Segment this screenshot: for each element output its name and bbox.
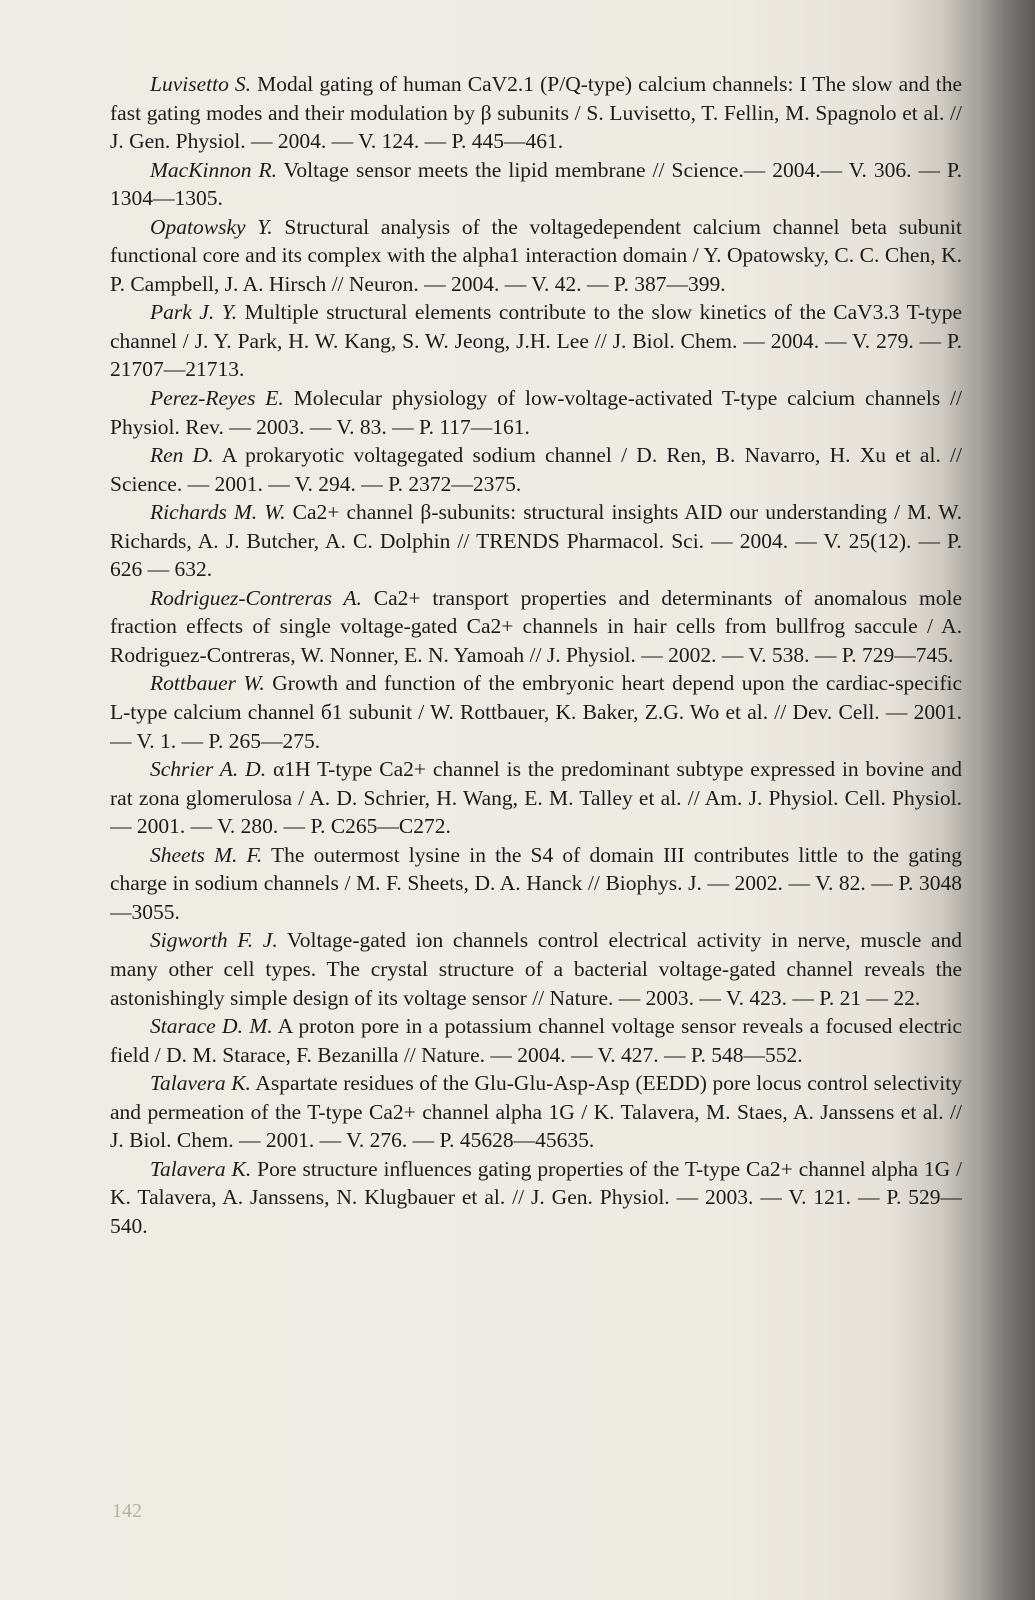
reference-entry bbox=[110, 70, 962, 156]
reference-entry bbox=[110, 498, 962, 584]
reference-entry bbox=[110, 1155, 962, 1241]
reference-author: Talavera K. bbox=[150, 1071, 251, 1096]
reference-text: Multiple structural elements contribute to the slow kinetics of the CaV3.3 T-type channel / J. Y. Park, H. W. Kang, S. W. Jeong, J.H. Lee // J. Biol. Chem. — 2004. — V. 279. — P. 21707—21713. bbox=[110, 300, 962, 382]
reference-author: Park J. Y. bbox=[150, 300, 238, 325]
reference-author: MacKinnon R. bbox=[150, 157, 278, 182]
reference-text: Molecular physiology of low-voltage-activated T-type calcium channels // Physiol. Rev. — 2003. — V. 83. — P. 117—161. bbox=[110, 386, 962, 439]
reference-text: A prokaryotic voltagegated sodium channel / D. Ren, B. Navarro, H. Xu et al. // Science. — 2001. — V. 294. — P. 2372—2375. bbox=[110, 443, 962, 496]
reference-text: Modal gating of human CaV2.1 (P/Q-type) calcium channels: I The slow and the fast gating modes and their modulation by β subunits / S. Luvisetto, T. Fellin, M. Spagnolo et al. // J. Gen. Physiol. — 2004. — V. 124. — P. 445—461. bbox=[110, 72, 962, 154]
reference-author: Rottbauer W. bbox=[150, 671, 265, 696]
reference-text: Pore structure influences gating properties of the T-type Ca2+ channel alpha 1G / K. Talavera, A. Janssens, N. Klugbauer et al. // J. Gen. Physiol. — 2003. — V. 121. — P. 529—540. bbox=[110, 1156, 962, 1238]
reference-entry bbox=[110, 1012, 962, 1069]
reference-text: Ca2+ transport properties and determinants of anomalous mole fraction effects of single voltage-gated Ca2+ channels in hair cells from bullfrog saccule / A. Rodriguez-Contreras, W. Nonner, E. N. Yamoah // J. Physiol. — 2002. — V. 538. — P. 729—745. bbox=[110, 585, 962, 667]
reference-entry bbox=[110, 298, 962, 384]
reference-entry bbox=[110, 926, 962, 1012]
reference-entry bbox=[110, 384, 962, 441]
reference-author: Starace D. M. bbox=[150, 1014, 273, 1039]
reference-list bbox=[110, 70, 962, 1450]
reference-author: Richards M. W. bbox=[150, 500, 286, 525]
reference-text: A proton pore in a potassium channel voltage sensor reveals a focused electric field / D. M. Starace, F. Bezanilla // Nature. — 2004. — V. 427. — P. 548—552. bbox=[110, 1014, 962, 1067]
reference-entry bbox=[110, 213, 962, 299]
reference-entry bbox=[110, 841, 962, 927]
reference-author: Opatowsky Y. bbox=[150, 214, 273, 239]
reference-author: Ren D. bbox=[150, 443, 214, 468]
reference-entry bbox=[110, 441, 962, 498]
reference-text: Voltage sensor meets the lipid membrane // Science.— 2004.— V. 306. — P. 1304—1305. bbox=[110, 157, 962, 211]
reference-author: Rodriguez-Contreras A. bbox=[150, 585, 362, 610]
reference-text: α1H T-type Ca2+ channel is the predominant subtype expressed in bovine and rat zona glomerulosa / A. D. Schrier, H. Wang, E. M. Talley et al. // Am. J. Physiol. Cell. Physiol. — 2001. — V. 280. — P. C265—C272. bbox=[110, 757, 962, 839]
reference-text: Ca2+ channel β-subunits: structural insights AID our understanding / M. W. Richards, A. J. Butcher, A. C. Dolphin // TRENDS Pharmacol. Sci. — 2004. — V. 25(12). — P. 626 — 632. bbox=[110, 500, 962, 582]
reference-text: The outermost lysine in the S4 of domain III contributes little to the gating charge in sodium channels / M. F. Sheets, D. A. Hanck // Biophys. J. — 2002. — V. 82. — P. 3048—3055. bbox=[110, 842, 962, 924]
reference-author: Luvisetto S. bbox=[150, 72, 252, 96]
reference-entry bbox=[110, 584, 962, 670]
reference-entry bbox=[110, 755, 962, 841]
reference-entry bbox=[110, 156, 962, 213]
reference-text: Voltage-gated ion channels control electrical activity in nerve, muscle and many other cell types. The crystal structure of a bacterial voltage-gated channel reveals the astonishingly simple design of its voltage sensor // Nature. — 2003. — V. 423. — P. 21 — 22. bbox=[110, 928, 962, 1010]
reference-author: Schrier A. D. bbox=[150, 757, 267, 782]
reference-text: Structural analysis of the voltagedependent calcium channel beta subunit functional core and its complex with the alpha1 interaction domain / Y. Opatowsky, C. C. Chen, K. P. Campbell, J. A. Hirsch // Neuron. — 2004. — V. 42. — P. 387—399. bbox=[110, 214, 962, 296]
reference-author: Sigworth F. J. bbox=[150, 928, 278, 953]
page-number: 142 bbox=[112, 1500, 142, 1522]
reference-author: Sheets M. F. bbox=[150, 842, 263, 867]
reference-text: Growth and function of the embryonic heart depend upon the cardiac-specific L-type calcium channel б1 subunit / W. Rottbauer, K. Baker, Z.G. Wo et al. // Dev. Cell. — 2001. — V. 1. — P. 265—275. bbox=[110, 671, 962, 753]
reference-entry bbox=[110, 669, 962, 755]
binding-shadow bbox=[979, 0, 1035, 1600]
reference-author: Talavera K. bbox=[150, 1156, 252, 1181]
reference-author: Perez-Reyes E. bbox=[150, 386, 284, 411]
reference-entry bbox=[110, 1069, 962, 1155]
reference-text: Aspartate residues of the Glu-Glu-Asp-Asp (EEDD) pore locus control selectivity and permeation of the T-type Ca2+ channel alpha 1G / K. Talavera, M. Staes, A. Janssens et al. // J. Biol. Chem. — 2001. — V. 276. — P. 45628—45635. bbox=[110, 1071, 962, 1153]
